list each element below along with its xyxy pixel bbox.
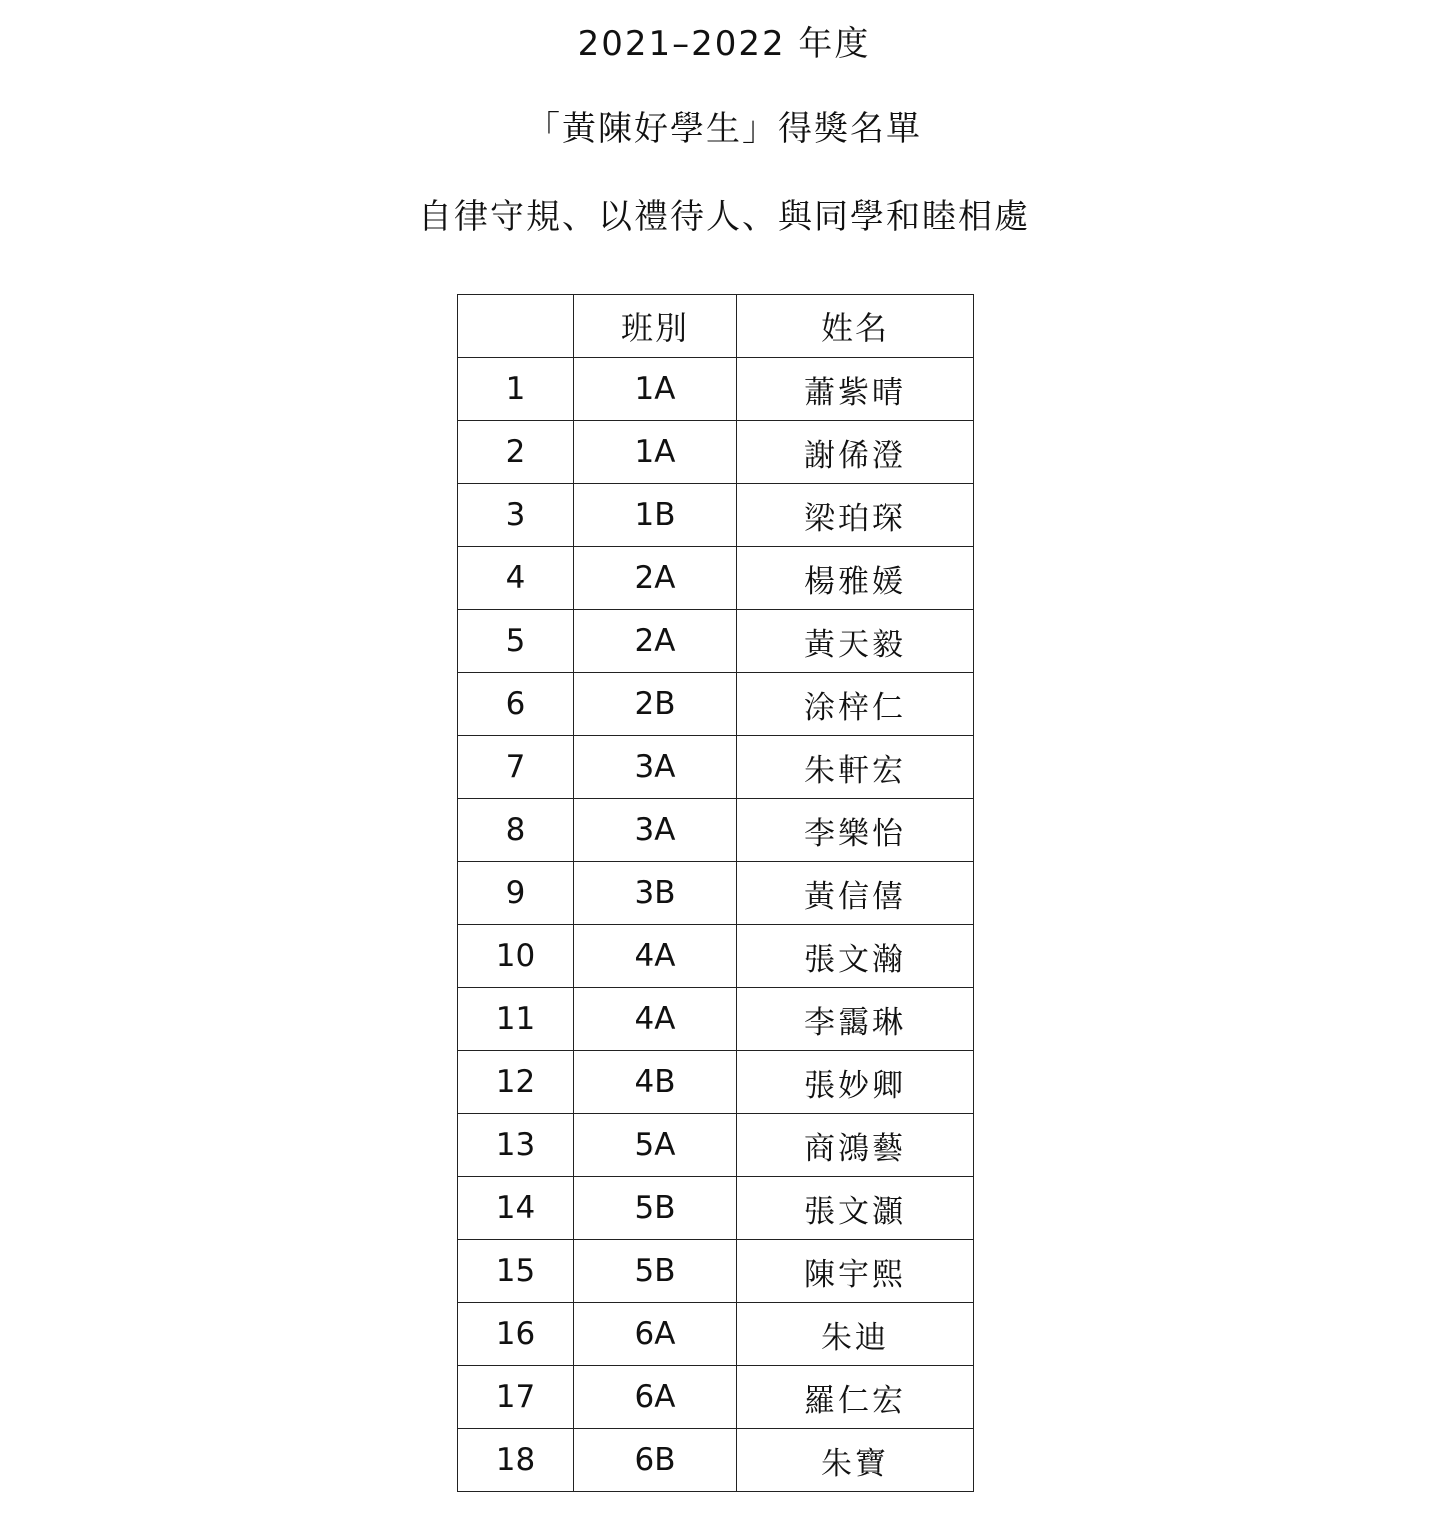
row-number-cell: 9 bbox=[458, 862, 574, 925]
row-number-cell: 10 bbox=[458, 925, 574, 988]
row-number-cell: 8 bbox=[458, 799, 574, 862]
row-number-cell: 12 bbox=[458, 1051, 574, 1114]
table-row bbox=[458, 862, 974, 925]
row-number-cell: 7 bbox=[458, 736, 574, 799]
student-name-cell: 張文瀚 bbox=[737, 925, 974, 988]
class-cell: 6A bbox=[574, 1303, 737, 1366]
award-table-body bbox=[458, 358, 974, 1492]
row-number-cell: 14 bbox=[458, 1177, 574, 1240]
document-motto: 自律守規、以禮待人、與同學和睦相處 bbox=[418, 197, 1030, 237]
table-row bbox=[458, 1303, 974, 1366]
student-name-cell: 朱軒宏 bbox=[737, 736, 974, 799]
award-table bbox=[457, 294, 974, 1492]
row-number-cell: 13 bbox=[458, 1114, 574, 1177]
student-name-cell: 楊雅媛 bbox=[737, 547, 974, 610]
table-row bbox=[458, 925, 974, 988]
column-header-name: 姓名 bbox=[737, 295, 974, 358]
student-name-cell: 羅仁宏 bbox=[737, 1366, 974, 1429]
table-row bbox=[458, 1114, 974, 1177]
table-row bbox=[458, 484, 974, 547]
class-cell: 4A bbox=[574, 925, 737, 988]
class-cell: 5A bbox=[574, 1114, 737, 1177]
student-name-cell: 陳宇熙 bbox=[737, 1240, 974, 1303]
class-cell: 6A bbox=[574, 1366, 737, 1429]
table-row bbox=[458, 799, 974, 862]
class-cell: 2B bbox=[574, 673, 737, 736]
table-row bbox=[458, 736, 974, 799]
class-cell: 3A bbox=[574, 799, 737, 862]
student-name-cell: 商鴻藝 bbox=[737, 1114, 974, 1177]
student-name-cell: 朱寶 bbox=[737, 1429, 974, 1492]
row-number-cell: 17 bbox=[458, 1366, 574, 1429]
table-row bbox=[458, 610, 974, 673]
document-title: 「黃陳好學生」得獎名單 bbox=[526, 109, 922, 149]
class-cell: 5B bbox=[574, 1177, 737, 1240]
student-name-cell: 涂梓仁 bbox=[737, 673, 974, 736]
student-name-cell: 黃天毅 bbox=[737, 610, 974, 673]
student-name-cell: 蕭紫晴 bbox=[737, 358, 974, 421]
class-cell: 5B bbox=[574, 1240, 737, 1303]
student-name-cell: 梁珀琛 bbox=[737, 484, 974, 547]
class-cell: 2A bbox=[574, 547, 737, 610]
student-name-cell: 張妙卿 bbox=[737, 1051, 974, 1114]
student-name-cell: 張文灝 bbox=[737, 1177, 974, 1240]
class-cell: 6B bbox=[574, 1429, 737, 1492]
class-cell: 4A bbox=[574, 988, 737, 1051]
column-header-number bbox=[458, 295, 574, 358]
row-number-cell: 1 bbox=[458, 358, 574, 421]
student-name-cell: 謝俙澄 bbox=[737, 421, 974, 484]
table-row bbox=[458, 1429, 974, 1492]
class-cell: 3B bbox=[574, 862, 737, 925]
row-number-cell: 16 bbox=[458, 1303, 574, 1366]
table-row bbox=[458, 1051, 974, 1114]
class-cell: 1A bbox=[574, 358, 737, 421]
table-row bbox=[458, 1366, 974, 1429]
class-cell: 3A bbox=[574, 736, 737, 799]
table-row bbox=[458, 421, 974, 484]
class-cell: 1A bbox=[574, 421, 737, 484]
student-name-cell: 李樂怡 bbox=[737, 799, 974, 862]
row-number-cell: 15 bbox=[458, 1240, 574, 1303]
student-name-cell: 朱迪 bbox=[737, 1303, 974, 1366]
row-number-cell: 4 bbox=[458, 547, 574, 610]
table-row bbox=[458, 1240, 974, 1303]
table-header-row bbox=[458, 295, 974, 358]
row-number-cell: 5 bbox=[458, 610, 574, 673]
student-name-cell: 黃信僖 bbox=[737, 862, 974, 925]
class-cell: 4B bbox=[574, 1051, 737, 1114]
table-row bbox=[458, 547, 974, 610]
table-row bbox=[458, 1177, 974, 1240]
row-number-cell: 2 bbox=[458, 421, 574, 484]
document-year: 2021–2022 年度 bbox=[577, 24, 871, 64]
class-cell: 1B bbox=[574, 484, 737, 547]
row-number-cell: 11 bbox=[458, 988, 574, 1051]
row-number-cell: 6 bbox=[458, 673, 574, 736]
row-number-cell: 3 bbox=[458, 484, 574, 547]
student-name-cell: 李靄琳 bbox=[737, 988, 974, 1051]
table-row bbox=[458, 673, 974, 736]
class-cell: 2A bbox=[574, 610, 737, 673]
table-row bbox=[458, 988, 974, 1051]
row-number-cell: 18 bbox=[458, 1429, 574, 1492]
column-header-class: 班別 bbox=[574, 295, 737, 358]
table-row bbox=[458, 358, 974, 421]
